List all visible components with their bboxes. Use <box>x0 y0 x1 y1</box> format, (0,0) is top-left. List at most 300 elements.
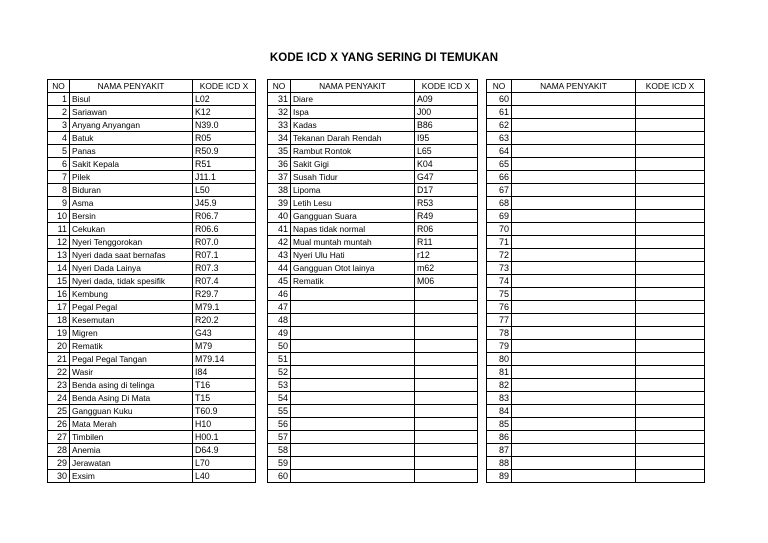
table-row <box>268 314 478 327</box>
table-row <box>487 106 705 119</box>
disease-name <box>512 288 636 301</box>
icd-code: R06 <box>415 223 478 236</box>
row-number: 68 <box>487 197 512 210</box>
table-row <box>48 210 256 223</box>
icd-code: R07.3 <box>193 262 256 275</box>
row-number: 29 <box>48 457 70 470</box>
table-row <box>487 418 705 431</box>
row-number: 10 <box>48 210 70 223</box>
table-header-row <box>487 80 705 93</box>
table-row <box>268 340 478 353</box>
table-row <box>48 262 256 275</box>
disease-name: Nyeri Ulu Hati <box>291 249 415 262</box>
header-no: NO <box>48 80 70 93</box>
disease-name <box>512 106 636 119</box>
disease-name: Rematik <box>291 275 415 288</box>
table-row <box>487 392 705 405</box>
row-number: 63 <box>487 132 512 145</box>
table-row <box>268 236 478 249</box>
icd-code <box>415 288 478 301</box>
table-row <box>487 353 705 366</box>
icd-code <box>636 236 705 249</box>
disease-name: Anemia <box>70 444 193 457</box>
icd-code: R07.0 <box>193 236 256 249</box>
icd-code: T15 <box>193 392 256 405</box>
table-row <box>487 340 705 353</box>
table-row <box>48 184 256 197</box>
table-row <box>268 93 478 106</box>
table-row <box>48 379 256 392</box>
row-number: 62 <box>487 119 512 132</box>
disease-name <box>291 457 415 470</box>
row-number: 60 <box>487 93 512 106</box>
disease-name <box>291 353 415 366</box>
row-number: 8 <box>48 184 70 197</box>
disease-name <box>512 405 636 418</box>
row-number: 30 <box>48 470 70 483</box>
disease-name <box>512 197 636 210</box>
disease-name <box>512 119 636 132</box>
icd-code: R11 <box>415 236 478 249</box>
icd-code <box>415 366 478 379</box>
row-number: 23 <box>48 379 70 392</box>
icd-code: K12 <box>193 106 256 119</box>
disease-name <box>512 184 636 197</box>
row-number: 9 <box>48 197 70 210</box>
icd-code: m62 <box>415 262 478 275</box>
icd-code: M79.14 <box>193 353 256 366</box>
table-row <box>487 158 705 171</box>
icd-code: A09 <box>415 93 478 106</box>
icd-code: T16 <box>193 379 256 392</box>
row-number: 53 <box>268 379 291 392</box>
table-row <box>48 288 256 301</box>
disease-name: Nyeri dada saat bernafas <box>70 249 193 262</box>
row-number: 79 <box>487 340 512 353</box>
icd-code <box>636 366 705 379</box>
disease-name <box>291 340 415 353</box>
table-row <box>487 366 705 379</box>
icd-code <box>415 418 478 431</box>
table-row <box>268 262 478 275</box>
disease-name: Susah Tidur <box>291 171 415 184</box>
disease-name: Benda Asing Di Mata <box>70 392 193 405</box>
table-row <box>268 431 478 444</box>
disease-name: Sakit Gigi <box>291 158 415 171</box>
row-number: 15 <box>48 275 70 288</box>
disease-name: Diare <box>291 93 415 106</box>
icd-code <box>636 158 705 171</box>
row-number: 45 <box>268 275 291 288</box>
table-row <box>487 327 705 340</box>
disease-name <box>291 314 415 327</box>
table-row <box>48 132 256 145</box>
icd-code: L70 <box>193 457 256 470</box>
table-row <box>487 145 705 158</box>
icd-code: M06 <box>415 275 478 288</box>
table-row <box>487 119 705 132</box>
page-title: KODE ICD X YANG SERING DI TEMUKAN <box>269 52 499 64</box>
row-number: 61 <box>487 106 512 119</box>
disease-name: Cekukan <box>70 223 193 236</box>
row-number: 7 <box>48 171 70 184</box>
disease-name: Benda asing di telinga <box>70 379 193 392</box>
row-number: 83 <box>487 392 512 405</box>
header-kode-icd: KODE ICD X <box>193 80 256 93</box>
row-number: 33 <box>268 119 291 132</box>
table-row <box>268 132 478 145</box>
disease-name: Kesemutan <box>70 314 193 327</box>
icd-code <box>415 353 478 366</box>
table-row <box>268 405 478 418</box>
disease-name: Mual muntah muntah <box>291 236 415 249</box>
icd-code <box>636 314 705 327</box>
row-number: 80 <box>487 353 512 366</box>
table-row <box>268 470 478 483</box>
icd-code <box>415 470 478 483</box>
row-number: 38 <box>268 184 291 197</box>
row-number: 77 <box>487 314 512 327</box>
table-row <box>268 301 478 314</box>
row-number: 34 <box>268 132 291 145</box>
table-row <box>48 145 256 158</box>
table-row <box>268 210 478 223</box>
table-row <box>487 210 705 223</box>
row-number: 64 <box>487 145 512 158</box>
icd-code <box>636 457 705 470</box>
disease-name: Panas <box>70 145 193 158</box>
row-number: 50 <box>268 340 291 353</box>
disease-name <box>512 262 636 275</box>
icd-code: N39.0 <box>193 119 256 132</box>
header-nama-penyakit: NAMA PENYAKIT <box>512 80 636 93</box>
icd-code <box>415 340 478 353</box>
table-row <box>268 119 478 132</box>
row-number: 76 <box>487 301 512 314</box>
icd-table-3 <box>486 79 705 483</box>
icd-code <box>636 353 705 366</box>
row-number: 3 <box>48 119 70 132</box>
table-row <box>487 132 705 145</box>
icd-code <box>636 249 705 262</box>
icd-code <box>636 418 705 431</box>
row-number: 56 <box>268 418 291 431</box>
icd-code <box>636 444 705 457</box>
table-row <box>48 223 256 236</box>
table-row <box>48 405 256 418</box>
icd-code: D64.9 <box>193 444 256 457</box>
table-row <box>268 379 478 392</box>
row-number: 58 <box>268 444 291 457</box>
disease-name <box>291 470 415 483</box>
row-number: 22 <box>48 366 70 379</box>
icd-code <box>636 340 705 353</box>
table-row <box>487 93 705 106</box>
disease-name <box>512 418 636 431</box>
icd-code <box>636 171 705 184</box>
disease-name <box>512 158 636 171</box>
table-row <box>48 301 256 314</box>
disease-name <box>512 210 636 223</box>
row-number: 46 <box>268 288 291 301</box>
disease-name <box>291 288 415 301</box>
row-number: 25 <box>48 405 70 418</box>
row-number: 14 <box>48 262 70 275</box>
row-number: 81 <box>487 366 512 379</box>
row-number: 84 <box>487 405 512 418</box>
disease-name: Napas tidak normal <box>291 223 415 236</box>
icd-code <box>636 132 705 145</box>
disease-name <box>291 327 415 340</box>
row-number: 69 <box>487 210 512 223</box>
table-row <box>48 431 256 444</box>
row-number: 43 <box>268 249 291 262</box>
icd-code <box>415 314 478 327</box>
row-number: 24 <box>48 392 70 405</box>
table-row <box>487 171 705 184</box>
row-number: 75 <box>487 288 512 301</box>
disease-name: Kembung <box>70 288 193 301</box>
row-number: 2 <box>48 106 70 119</box>
icd-code: r12 <box>415 249 478 262</box>
row-number: 51 <box>268 353 291 366</box>
disease-name: Tekanan Darah Rendah <box>291 132 415 145</box>
table-row <box>487 184 705 197</box>
disease-name: Letih Lesu <box>291 197 415 210</box>
table-row <box>268 392 478 405</box>
icd-code <box>636 184 705 197</box>
icd-code <box>636 119 705 132</box>
table-row <box>487 379 705 392</box>
table-row <box>48 106 256 119</box>
table-row <box>48 93 256 106</box>
icd-code: R53 <box>415 197 478 210</box>
header-no: NO <box>268 80 291 93</box>
disease-name: Gangguan Suara <box>291 210 415 223</box>
table-row <box>268 353 478 366</box>
table-row <box>487 405 705 418</box>
icd-table-1 <box>47 79 256 483</box>
table-row <box>268 158 478 171</box>
row-number: 89 <box>487 470 512 483</box>
row-number: 70 <box>487 223 512 236</box>
icd-code: K04 <box>415 158 478 171</box>
table-row <box>268 366 478 379</box>
row-number: 41 <box>268 223 291 236</box>
disease-name <box>291 444 415 457</box>
icd-code <box>636 145 705 158</box>
row-number: 87 <box>487 444 512 457</box>
row-number: 13 <box>48 249 70 262</box>
table-row <box>48 392 256 405</box>
row-number: 72 <box>487 249 512 262</box>
row-number: 19 <box>48 327 70 340</box>
disease-name: Sariawan <box>70 106 193 119</box>
table-row <box>487 275 705 288</box>
table-row <box>48 470 256 483</box>
disease-name: Mata Merah <box>70 418 193 431</box>
disease-name <box>512 392 636 405</box>
icd-code: G47 <box>415 171 478 184</box>
disease-name <box>291 405 415 418</box>
disease-name <box>291 392 415 405</box>
table-header-row <box>48 80 256 93</box>
row-number: 57 <box>268 431 291 444</box>
table-row <box>268 145 478 158</box>
icd-code: J00 <box>415 106 478 119</box>
disease-name <box>512 132 636 145</box>
disease-name: Sakit Kepala <box>70 158 193 171</box>
table-row <box>48 249 256 262</box>
row-number: 12 <box>48 236 70 249</box>
disease-name: Biduran <box>70 184 193 197</box>
disease-name: Wasir <box>70 366 193 379</box>
row-number: 48 <box>268 314 291 327</box>
row-number: 36 <box>268 158 291 171</box>
disease-name: Gangguan Kuku <box>70 405 193 418</box>
icd-code: R06.6 <box>193 223 256 236</box>
row-number: 6 <box>48 158 70 171</box>
disease-name: Nyeri dada, tidak spesifik <box>70 275 193 288</box>
icd-code <box>636 275 705 288</box>
disease-name: Ispa <box>291 106 415 119</box>
table-row <box>487 314 705 327</box>
table-row <box>48 314 256 327</box>
row-number: 35 <box>268 145 291 158</box>
row-number: 44 <box>268 262 291 275</box>
row-number: 66 <box>487 171 512 184</box>
icd-code: L40 <box>193 470 256 483</box>
icd-code <box>636 327 705 340</box>
disease-name <box>512 275 636 288</box>
icd-code <box>415 327 478 340</box>
header-kode-icd: KODE ICD X <box>415 80 478 93</box>
icd-code: R29.7 <box>193 288 256 301</box>
icd-code <box>636 431 705 444</box>
table-row <box>48 171 256 184</box>
row-number: 71 <box>487 236 512 249</box>
table-row <box>268 171 478 184</box>
disease-name <box>512 145 636 158</box>
icd-code <box>636 106 705 119</box>
icd-code <box>636 301 705 314</box>
row-number: 82 <box>487 379 512 392</box>
row-number: 55 <box>268 405 291 418</box>
table-row <box>268 249 478 262</box>
row-number: 4 <box>48 132 70 145</box>
icd-code <box>636 262 705 275</box>
disease-name: Migren <box>70 327 193 340</box>
row-number: 42 <box>268 236 291 249</box>
disease-name: Pegal Pegal <box>70 301 193 314</box>
disease-name <box>512 171 636 184</box>
disease-name: Gangguan Otot lainya <box>291 262 415 275</box>
icd-code: L02 <box>193 93 256 106</box>
row-number: 59 <box>268 457 291 470</box>
table-row <box>487 301 705 314</box>
row-number: 21 <box>48 353 70 366</box>
row-number: 1 <box>48 93 70 106</box>
icd-code: R50.9 <box>193 145 256 158</box>
icd-code: M79 <box>193 340 256 353</box>
icd-table-2 <box>267 79 478 483</box>
row-number: 39 <box>268 197 291 210</box>
table-row <box>48 327 256 340</box>
table-row <box>48 197 256 210</box>
header-no: NO <box>487 80 512 93</box>
table-row <box>48 418 256 431</box>
icd-code: M79.1 <box>193 301 256 314</box>
row-number: 40 <box>268 210 291 223</box>
disease-name: Asma <box>70 197 193 210</box>
disease-name <box>512 457 636 470</box>
icd-code <box>636 288 705 301</box>
disease-name: Timbilen <box>70 431 193 444</box>
icd-code: D17 <box>415 184 478 197</box>
disease-name <box>512 431 636 444</box>
table-row <box>268 184 478 197</box>
disease-name <box>512 249 636 262</box>
table-row <box>48 158 256 171</box>
disease-name <box>512 444 636 457</box>
disease-name <box>512 470 636 483</box>
table-row <box>268 418 478 431</box>
disease-name <box>512 340 636 353</box>
icd-code: L50 <box>193 184 256 197</box>
disease-name <box>512 301 636 314</box>
icd-code: R49 <box>415 210 478 223</box>
disease-name <box>291 418 415 431</box>
table-row <box>48 236 256 249</box>
icd-code <box>415 301 478 314</box>
row-number: 26 <box>48 418 70 431</box>
row-number: 27 <box>48 431 70 444</box>
disease-name: Nyeri Tenggorokan <box>70 236 193 249</box>
icd-code <box>636 379 705 392</box>
icd-code: R07.1 <box>193 249 256 262</box>
icd-code: G43 <box>193 327 256 340</box>
icd-code <box>636 405 705 418</box>
disease-name: Rambut Rontok <box>291 145 415 158</box>
icd-code <box>636 470 705 483</box>
disease-name: Pegal Pegal Tangan <box>70 353 193 366</box>
icd-code: R20.2 <box>193 314 256 327</box>
icd-code <box>415 405 478 418</box>
row-number: 65 <box>487 158 512 171</box>
icd-code: R05 <box>193 132 256 145</box>
row-number: 32 <box>268 106 291 119</box>
disease-name: Jerawatan <box>70 457 193 470</box>
row-number: 49 <box>268 327 291 340</box>
table-row <box>268 275 478 288</box>
disease-name: Nyeri Dada Lainya <box>70 262 193 275</box>
row-number: 31 <box>268 93 291 106</box>
icd-code: R51 <box>193 158 256 171</box>
table-row <box>487 470 705 483</box>
row-number: 54 <box>268 392 291 405</box>
row-number: 20 <box>48 340 70 353</box>
disease-name: Rematik <box>70 340 193 353</box>
icd-code: R06.7 <box>193 210 256 223</box>
table-row <box>487 444 705 457</box>
disease-name <box>512 223 636 236</box>
icd-code <box>636 223 705 236</box>
row-number: 67 <box>487 184 512 197</box>
icd-code: H00.1 <box>193 431 256 444</box>
table-header-row <box>268 80 478 93</box>
icd-code <box>415 444 478 457</box>
row-number: 37 <box>268 171 291 184</box>
